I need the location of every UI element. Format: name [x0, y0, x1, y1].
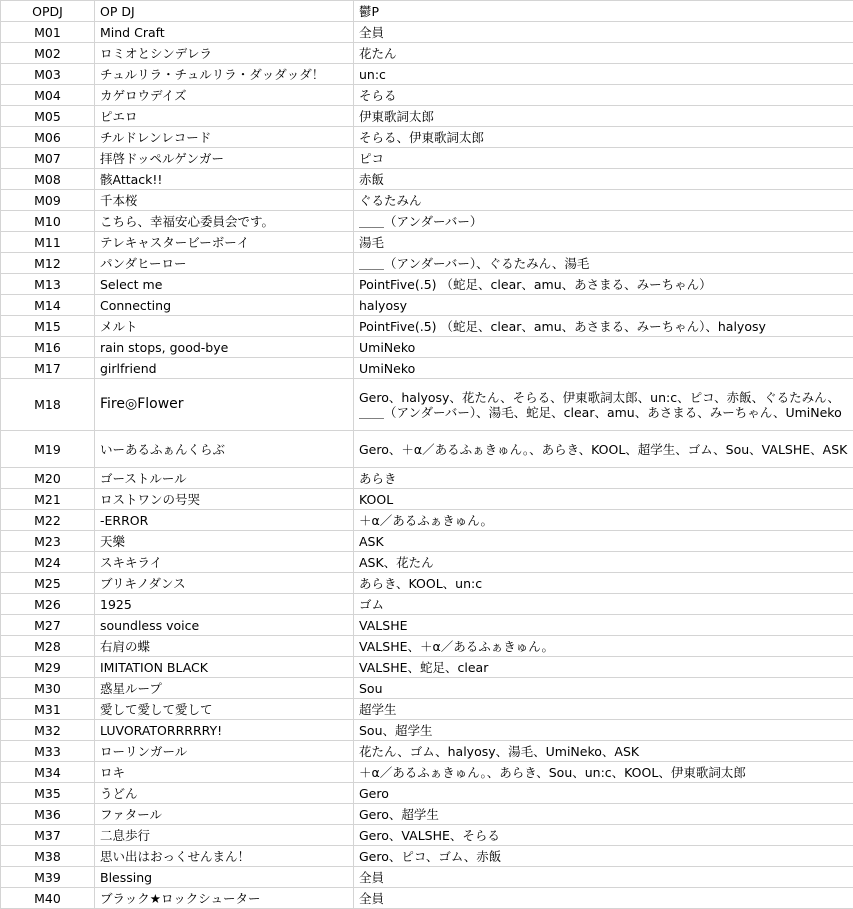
- cell-code[interactable]: M22: [1, 510, 95, 531]
- table-row: [1, 253, 853, 274]
- table-row: [1, 699, 853, 720]
- cell-song[interactable]: ゴーストルール: [95, 468, 354, 489]
- cell-song[interactable]: チルドレンレコード: [95, 127, 354, 148]
- cell-song[interactable]: Mind Craft: [95, 22, 354, 43]
- table-row: [1, 741, 853, 762]
- cell-code[interactable]: M21: [1, 489, 95, 510]
- cell-song[interactable]: パンダヒーロー: [95, 253, 354, 274]
- cell-song[interactable]: 骸Attack!!: [95, 169, 354, 190]
- cell-performers[interactable]: あらき、KOOL、un:c: [354, 573, 853, 594]
- cell-performers[interactable]: ＋α／あるふぁきゅん。、あらき、Sou、un:c、KOOL、伊東歌詞太郎: [354, 762, 853, 783]
- cell-code[interactable]: M16: [1, 337, 95, 358]
- cell-song[interactable]: Connecting: [95, 295, 354, 316]
- cell-song[interactable]: ローリンガール: [95, 741, 354, 762]
- cell-performers[interactable]: ＿＿（アンダーバー）、ぐるたみん、湯毛: [354, 253, 853, 274]
- cell-performers[interactable]: ゴム: [354, 594, 853, 615]
- table-row: [1, 190, 853, 211]
- table-row: [1, 804, 853, 825]
- cell-song[interactable]: チュルリラ・チュルリラ・ダッダッダ！: [95, 64, 354, 85]
- cell-song[interactable]: rain stops, good-bye: [95, 337, 354, 358]
- cell-song[interactable]: 二息歩行: [95, 825, 354, 846]
- cell-performers[interactable]: ピコ: [354, 148, 853, 169]
- table-row: [1, 295, 853, 316]
- table-row: [1, 678, 853, 699]
- cell-code[interactable]: M01: [1, 22, 95, 43]
- cell-code[interactable]: M05: [1, 106, 95, 127]
- cell-performers[interactable]: 伊東歌詞太郎: [354, 106, 853, 127]
- cell-song[interactable]: 1925: [95, 594, 354, 615]
- cell-performers[interactable]: Gero、ピコ、ゴム、赤飯: [354, 846, 853, 867]
- table-row: [1, 489, 853, 510]
- cell-code[interactable]: M18: [1, 379, 95, 431]
- table-row: [1, 573, 853, 594]
- cell-performers[interactable]: Gero、VALSHE、そらる: [354, 825, 853, 846]
- cell-performers[interactable]: un:c: [354, 64, 853, 85]
- table-row: [1, 106, 853, 127]
- header-song[interactable]: OP DJ: [95, 1, 354, 22]
- cell-code[interactable]: M29: [1, 657, 95, 678]
- cell-performers[interactable]: UmiNeko: [354, 358, 853, 379]
- cell-code[interactable]: M25: [1, 573, 95, 594]
- table-row: [1, 337, 853, 358]
- table-row: [1, 148, 853, 169]
- cell-performers[interactable]: VALSHE: [354, 615, 853, 636]
- cell-code[interactable]: M20: [1, 468, 95, 489]
- cell-code[interactable]: M30: [1, 678, 95, 699]
- table-row: [1, 22, 853, 43]
- cell-performers[interactable]: Gero、halyosy、花たん、そらる、伊東歌詞太郎、un:c、ピコ、赤飯、ぐるたみん、＿＿（アンダーバー）、湯毛、蛇足、clear、amu、あさまる、みーちゃん、UmiNeko: [354, 379, 853, 431]
- table-row: [1, 783, 853, 804]
- cell-song[interactable]: 拝啓ドッペルゲンガー: [95, 148, 354, 169]
- table-row: [1, 762, 853, 783]
- table-row: [1, 825, 853, 846]
- cell-code[interactable]: M38: [1, 846, 95, 867]
- cell-song[interactable]: girlfriend: [95, 358, 354, 379]
- cell-performers[interactable]: 湯毛: [354, 232, 853, 253]
- cell-code[interactable]: M02: [1, 43, 95, 64]
- cell-code[interactable]: M14: [1, 295, 95, 316]
- header-performers[interactable]: 鬱P: [354, 1, 853, 22]
- cell-performers[interactable]: KOOL: [354, 489, 853, 510]
- cell-performers[interactable]: あらき: [354, 468, 853, 489]
- cell-code[interactable]: M17: [1, 358, 95, 379]
- cell-code[interactable]: M12: [1, 253, 95, 274]
- cell-performers[interactable]: PointFive(.5) （蛇足、clear、amu、あさまる、みーちゃん）、halyosy: [354, 316, 853, 337]
- table-row: [1, 615, 853, 636]
- cell-song[interactable]: こちら、幸福安心委員会です。: [95, 211, 354, 232]
- cell-code[interactable]: M37: [1, 825, 95, 846]
- cell-song[interactable]: LUVORATORRRRRY!: [95, 720, 354, 741]
- cell-performers[interactable]: PointFive(.5) （蛇足、clear、amu、あさまる、みーちゃん）: [354, 274, 853, 295]
- cell-song[interactable]: ピエロ: [95, 106, 354, 127]
- cell-song[interactable]: ロミオとシンデレラ: [95, 43, 354, 64]
- table-row: [1, 846, 853, 867]
- table-row: [1, 867, 853, 888]
- cell-song[interactable]: 惑星ループ: [95, 678, 354, 699]
- table-row: [1, 64, 853, 85]
- cell-code[interactable]: M15: [1, 316, 95, 337]
- cell-performers[interactable]: 花たん、ゴム、halyosy、湯毛、UmiNeko、ASK: [354, 741, 853, 762]
- cell-code[interactable]: M26: [1, 594, 95, 615]
- cell-code[interactable]: M39: [1, 867, 95, 888]
- table-row: [1, 468, 853, 489]
- table-row: [1, 720, 853, 741]
- table-row: [1, 169, 853, 190]
- cell-code[interactable]: M27: [1, 615, 95, 636]
- table-row: [1, 510, 853, 531]
- table-row: [1, 431, 853, 468]
- cell-performers[interactable]: 花たん: [354, 43, 853, 64]
- header-row: [1, 1, 853, 22]
- cell-performers[interactable]: 全員: [354, 22, 853, 43]
- cell-song[interactable]: スキキライ: [95, 552, 354, 573]
- table-row: [1, 531, 853, 552]
- cell-song[interactable]: IMITATION BLACK: [95, 657, 354, 678]
- cell-song[interactable]: 千本桜: [95, 190, 354, 211]
- cell-code[interactable]: M03: [1, 64, 95, 85]
- cell-code[interactable]: M35: [1, 783, 95, 804]
- table-row: [1, 43, 853, 64]
- cell-song[interactable]: 天樂: [95, 531, 354, 552]
- table-row: [1, 316, 853, 337]
- cell-performers[interactable]: ASK、花たん: [354, 552, 853, 573]
- table-row: [1, 358, 853, 379]
- table-row: [1, 232, 853, 253]
- cell-code[interactable]: M33: [1, 741, 95, 762]
- cell-song[interactable]: ロストワンの号哭: [95, 489, 354, 510]
- cell-performers[interactable]: VALSHE、蛇足、clear: [354, 657, 853, 678]
- cell-code[interactable]: M09: [1, 190, 95, 211]
- table-row: [1, 85, 853, 106]
- cell-performers[interactable]: VALSHE、＋α／あるふぁきゅん。: [354, 636, 853, 657]
- cell-song[interactable]: Select me: [95, 274, 354, 295]
- cell-code[interactable]: M13: [1, 274, 95, 295]
- cell-performers[interactable]: UmiNeko: [354, 337, 853, 358]
- cell-code[interactable]: M19: [1, 431, 95, 468]
- cell-code[interactable]: M10: [1, 211, 95, 232]
- cell-song[interactable]: ロキ: [95, 762, 354, 783]
- cell-performers[interactable]: ＋α／あるふぁきゅん。: [354, 510, 853, 531]
- cell-song[interactable]: ブラック★ロックシューター: [95, 888, 354, 909]
- cell-performers[interactable]: halyosy: [354, 295, 853, 316]
- table-row: [1, 594, 853, 615]
- cell-song[interactable]: soundless voice: [95, 615, 354, 636]
- cell-performers[interactable]: 赤飯: [354, 169, 853, 190]
- cell-performers[interactable]: 全員: [354, 888, 853, 909]
- cell-code[interactable]: M11: [1, 232, 95, 253]
- table-row: [1, 657, 853, 678]
- cell-song[interactable]: 右肩の蝶: [95, 636, 354, 657]
- cell-code[interactable]: M28: [1, 636, 95, 657]
- cell-code[interactable]: M08: [1, 169, 95, 190]
- cell-song[interactable]: カゲロウデイズ: [95, 85, 354, 106]
- cell-code[interactable]: M06: [1, 127, 95, 148]
- cell-song[interactable]: Fire◎Flower: [95, 379, 354, 431]
- cell-song[interactable]: 思い出はおっくせんまん！: [95, 846, 354, 867]
- table-row: [1, 888, 853, 909]
- cell-song[interactable]: -ERROR: [95, 510, 354, 531]
- header-code[interactable]: OPDJ: [1, 1, 95, 22]
- cell-code[interactable]: M36: [1, 804, 95, 825]
- table-row: [1, 211, 853, 232]
- cell-performers[interactable]: Sou、超学生: [354, 720, 853, 741]
- cell-code[interactable]: M34: [1, 762, 95, 783]
- cell-performers[interactable]: Sou: [354, 678, 853, 699]
- cell-performers[interactable]: ASK: [354, 531, 853, 552]
- cell-song[interactable]: テレキャスタービーボーイ: [95, 232, 354, 253]
- cell-performers[interactable]: そらる、伊東歌詞太郎: [354, 127, 853, 148]
- cell-song[interactable]: ファタール: [95, 804, 354, 825]
- cell-code[interactable]: M40: [1, 888, 95, 909]
- cell-song[interactable]: メルト: [95, 316, 354, 337]
- cell-code[interactable]: M31: [1, 699, 95, 720]
- cell-song[interactable]: うどん: [95, 783, 354, 804]
- cell-performers[interactable]: ＿＿（アンダーバー）: [354, 211, 853, 232]
- cell-code[interactable]: M32: [1, 720, 95, 741]
- cell-song[interactable]: ブリキノダンス: [95, 573, 354, 594]
- cell-performers[interactable]: Gero、＋α／あるふぁきゅん。、あらき、KOOL、超学生、ゴム、Sou、VALSHE、ASK: [354, 431, 853, 468]
- cell-song[interactable]: Blessing: [95, 867, 354, 888]
- table-row: [1, 379, 853, 431]
- cell-song[interactable]: いーあるふぁんくらぶ: [95, 431, 354, 468]
- table-row: [1, 127, 853, 148]
- cell-code[interactable]: M24: [1, 552, 95, 573]
- cell-performers[interactable]: ぐるたみん: [354, 190, 853, 211]
- cell-code[interactable]: M04: [1, 85, 95, 106]
- cell-performers[interactable]: Gero: [354, 783, 853, 804]
- cell-performers[interactable]: 全員: [354, 867, 853, 888]
- table-row: [1, 274, 853, 295]
- table-row: [1, 636, 853, 657]
- cell-song[interactable]: 愛して愛して愛して: [95, 699, 354, 720]
- cell-performers[interactable]: Gero、超学生: [354, 804, 853, 825]
- cell-performers[interactable]: 超学生: [354, 699, 853, 720]
- cell-code[interactable]: M07: [1, 148, 95, 169]
- cell-performers[interactable]: そらる: [354, 85, 853, 106]
- cell-code[interactable]: M23: [1, 531, 95, 552]
- table-row: [1, 552, 853, 573]
